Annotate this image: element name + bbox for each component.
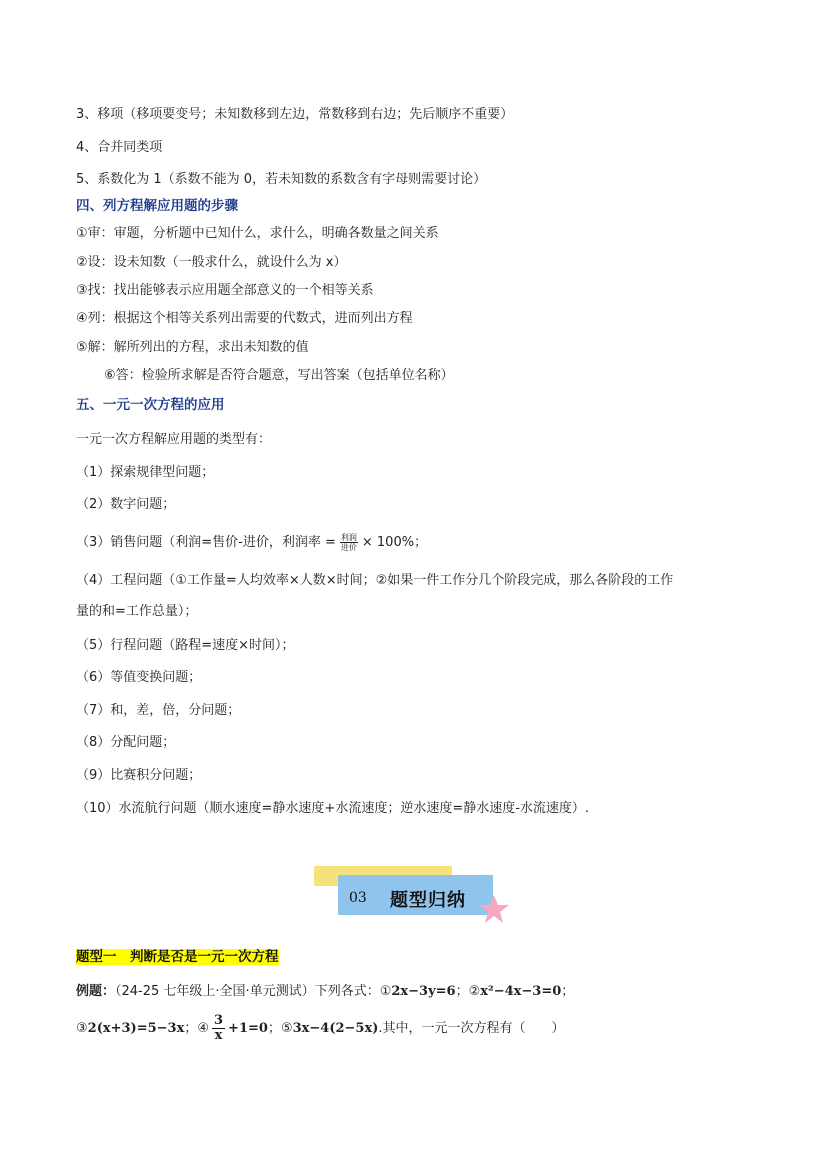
eq-separator-3: ；: [184, 1021, 198, 1036]
eq4-mark: ④: [197, 1021, 209, 1036]
equation-2: x²−4x−3=0: [480, 984, 562, 999]
equation-4-fraction: [212, 1014, 225, 1043]
profit-rate-fraction: [340, 533, 358, 552]
equation-5: 3x−4(2−5x): [292, 1021, 379, 1036]
eq-separator-4: ；: [267, 1021, 281, 1036]
topic-1-title: [76, 947, 279, 967]
section-4-step-3: ③找：找出能够表示应用题全部意义的一个相等关系: [76, 283, 374, 298]
topic-1-title-text: 题型一 判断是否是一元一次方程: [76, 949, 279, 965]
section-4-step-2: ②设：设未知数（一般求什么，就设什么为 x）: [76, 255, 347, 270]
equation-1: 2x−3y=6: [391, 984, 456, 999]
banner-number: 03: [349, 890, 367, 906]
fraction-numerator: 利润: [340, 533, 357, 542]
step-4-text: 4、合并同类项: [76, 140, 163, 155]
type-7: （7）和，差，倍，分问题；: [76, 703, 241, 718]
section-4-step-5: ⑤解：解所列出的方程，求出未知数的值: [76, 340, 309, 355]
type-1: （1）探索规律型问题；: [76, 465, 215, 480]
eq-separator-2: ；: [561, 984, 575, 999]
eq2-mark: ②: [468, 984, 481, 999]
type-3-post: × 100%；: [361, 535, 428, 550]
type-2: （2）数字问题；: [76, 497, 176, 512]
example-label: 例题：: [76, 984, 116, 999]
type-3-pre: （3）销售问题（利润=售价-进价，利润率 =: [76, 535, 336, 550]
step-3-text: 3、移项（移项要变号；未知数移到左边，常数移到右边；先后顺序不重要）: [76, 107, 514, 122]
eq3-mark: ③: [76, 1021, 88, 1036]
eq1-mark: ①: [379, 984, 392, 999]
example-line-2: [76, 1014, 565, 1044]
section-4-step-1: ①审：审题，分析题中已知什么，求什么，明确各数量之间关系: [76, 226, 439, 241]
eq4-denominator: x: [214, 1028, 223, 1043]
type-5: （5）行程问题（路程=速度×时间）；: [76, 638, 295, 653]
type-8: （8）分配问题；: [76, 735, 176, 750]
type-10: （10）水流航行问题（顺水速度=静水速度+水流速度；逆水速度=静水速度-水流速度）.: [76, 801, 590, 816]
section-5-heading: 五、一元一次方程的应用: [76, 397, 225, 413]
eq4-numerator: 3: [214, 1013, 224, 1028]
type-4-line-1: （4）工程问题（①工作量=人均效率×人数×时间；②如果一件工作分几个阶段完成，那么各阶段的工作: [76, 573, 674, 588]
type-4-line-2: 量的和=工作总量）；: [76, 604, 198, 619]
eq-separator-1: ；: [455, 984, 469, 999]
step-5-text: 5、系数化为 1（系数不能为 0，若未知数的系数含有字母则需要讨论）: [76, 172, 487, 187]
section-4-step-6: ⑥答：检验所求解是否符合题意，写出答案（包括单位名称）: [104, 368, 454, 383]
eq5-mark: ⑤: [280, 1021, 293, 1036]
fraction-denominator: 进价: [340, 543, 357, 552]
type-9: （9）比赛积分问题；: [76, 768, 202, 783]
type-3: [76, 533, 427, 553]
equation-3: 2(x+3)=5−3x: [87, 1021, 185, 1036]
example-source: （24-25 七年级上·全国·单元测试）下列各式：: [115, 984, 380, 999]
equation-4-rest: +1=0: [228, 1021, 268, 1036]
section-4-heading: 四、列方程解应用题的步骤: [76, 198, 238, 214]
banner-title: 题型归纳: [390, 890, 466, 911]
type-6: （6）等值变换问题；: [76, 670, 202, 685]
star-icon: [478, 893, 510, 925]
example-line-1: [76, 982, 574, 1002]
section-4-step-4: ④列：根据这个相等关系列出需要的代数式，进而列出方程: [76, 311, 413, 326]
section-5-intro: 一元一次方程解应用题的类型有：: [76, 432, 272, 447]
example-question: .其中，一元一次方程有（ ）: [378, 1021, 565, 1036]
